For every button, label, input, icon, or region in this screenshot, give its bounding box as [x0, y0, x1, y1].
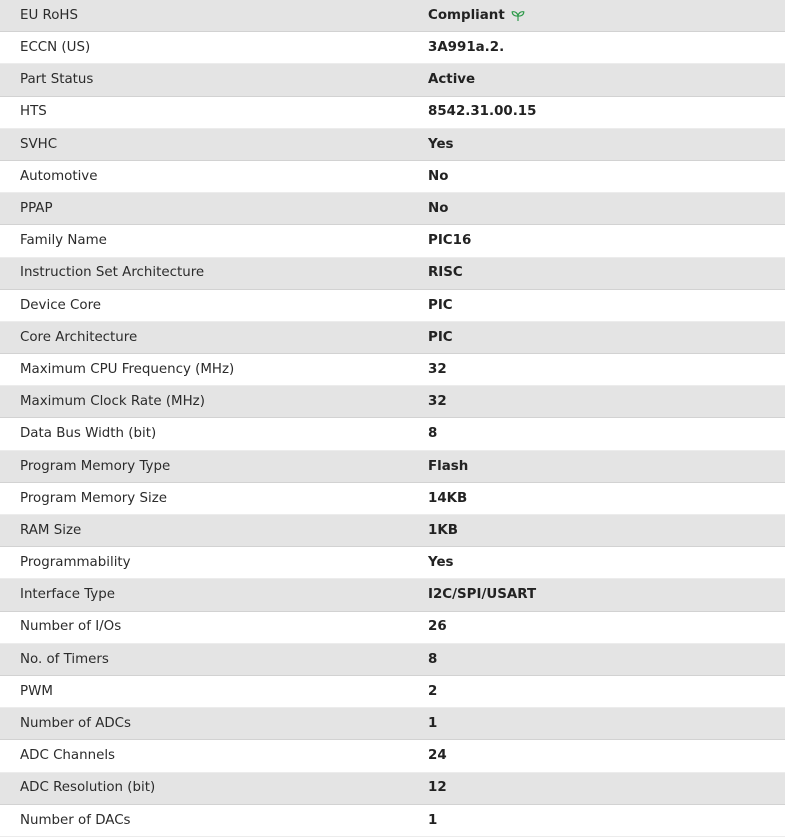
spec-label: EU RoHS [0, 0, 408, 32]
spec-value: 8542.31.00.15 [408, 96, 785, 128]
spec-label: Instruction Set Architecture [0, 257, 408, 289]
spec-value: Yes [408, 128, 785, 160]
spec-label: Number of DACs [0, 804, 408, 836]
spec-row-ram-size [0, 515, 785, 547]
spec-value: 3A991a.2. [408, 32, 785, 64]
spec-row-pwm [0, 675, 785, 707]
spec-row-core-architecture [0, 321, 785, 353]
spec-value: RISC [408, 257, 785, 289]
spec-row-part-status [0, 64, 785, 96]
spec-label: No. of Timers [0, 643, 408, 675]
spec-row-adc-resolution-bit [0, 772, 785, 804]
spec-row-number-of-adcs [0, 708, 785, 740]
spec-label: Maximum Clock Rate (MHz) [0, 386, 408, 418]
spec-label: Programmability [0, 547, 408, 579]
spec-value: I2C/SPI/USART [408, 579, 785, 611]
spec-label: Part Status [0, 64, 408, 96]
spec-value: PIC [408, 321, 785, 353]
spec-value: 24 [408, 740, 785, 772]
spec-value: PIC16 [408, 225, 785, 257]
spec-value: 8 [408, 643, 785, 675]
spec-row-number-of-i-os [0, 611, 785, 643]
spec-value: 32 [408, 354, 785, 386]
spec-label: Core Architecture [0, 321, 408, 353]
spec-label: RAM Size [0, 515, 408, 547]
spec-row-data-bus-width-bit [0, 418, 785, 450]
spec-row-adc-channels [0, 740, 785, 772]
spec-value: 14KB [408, 482, 785, 514]
spec-row-program-memory-type [0, 450, 785, 482]
leaf-icon [511, 10, 525, 22]
spec-label: Number of I/Os [0, 611, 408, 643]
spec-value: Flash [408, 450, 785, 482]
spec-row-maximum-clock-rate-mhz [0, 386, 785, 418]
spec-label: PWM [0, 675, 408, 707]
spec-label: Device Core [0, 289, 408, 321]
spec-value: 1 [408, 708, 785, 740]
spec-row-instruction-set-architecture [0, 257, 785, 289]
spec-row-family-name [0, 225, 785, 257]
spec-value: Yes [408, 547, 785, 579]
spec-label: Number of ADCs [0, 708, 408, 740]
spec-value-cell [408, 0, 785, 32]
spec-row-program-memory-size [0, 482, 785, 514]
spec-label: Family Name [0, 225, 408, 257]
spec-row-hts [0, 96, 785, 128]
spec-row-interface-type [0, 579, 785, 611]
spec-row-eccn-us [0, 32, 785, 64]
spec-row-number-of-dacs [0, 804, 785, 836]
spec-value: No [408, 160, 785, 192]
spec-label: Program Memory Type [0, 450, 408, 482]
spec-label: ADC Channels [0, 740, 408, 772]
spec-row-maximum-cpu-frequency-mhz [0, 354, 785, 386]
spec-label: ADC Resolution (bit) [0, 772, 408, 804]
spec-value: 26 [408, 611, 785, 643]
spec-value: No [408, 193, 785, 225]
spec-value-wrapper [428, 9, 525, 22]
spec-row-svhc [0, 128, 785, 160]
spec-value: 1KB [408, 515, 785, 547]
spec-label: Maximum CPU Frequency (MHz) [0, 354, 408, 386]
spec-value: PIC [408, 289, 785, 321]
spec-value: 2 [408, 675, 785, 707]
spec-label: Automotive [0, 160, 408, 192]
spec-label: Program Memory Size [0, 482, 408, 514]
spec-label: HTS [0, 96, 408, 128]
spec-label: SVHC [0, 128, 408, 160]
spec-row-automotive [0, 160, 785, 192]
spec-label: ECCN (US) [0, 32, 408, 64]
spec-row-programmability [0, 547, 785, 579]
spec-row-no-of-timers [0, 643, 785, 675]
spec-value: 32 [408, 386, 785, 418]
spec-row-ppap [0, 193, 785, 225]
spec-value: Compliant [428, 7, 505, 23]
spec-label: Data Bus Width (bit) [0, 418, 408, 450]
spec-value: Active [408, 64, 785, 96]
spec-value: 8 [408, 418, 785, 450]
spec-label: PPAP [0, 193, 408, 225]
spec-label: Interface Type [0, 579, 408, 611]
spec-row-device-core [0, 289, 785, 321]
spec-row-eu-rohs [0, 0, 785, 32]
spec-value: 1 [408, 804, 785, 836]
spec-value: 12 [408, 772, 785, 804]
